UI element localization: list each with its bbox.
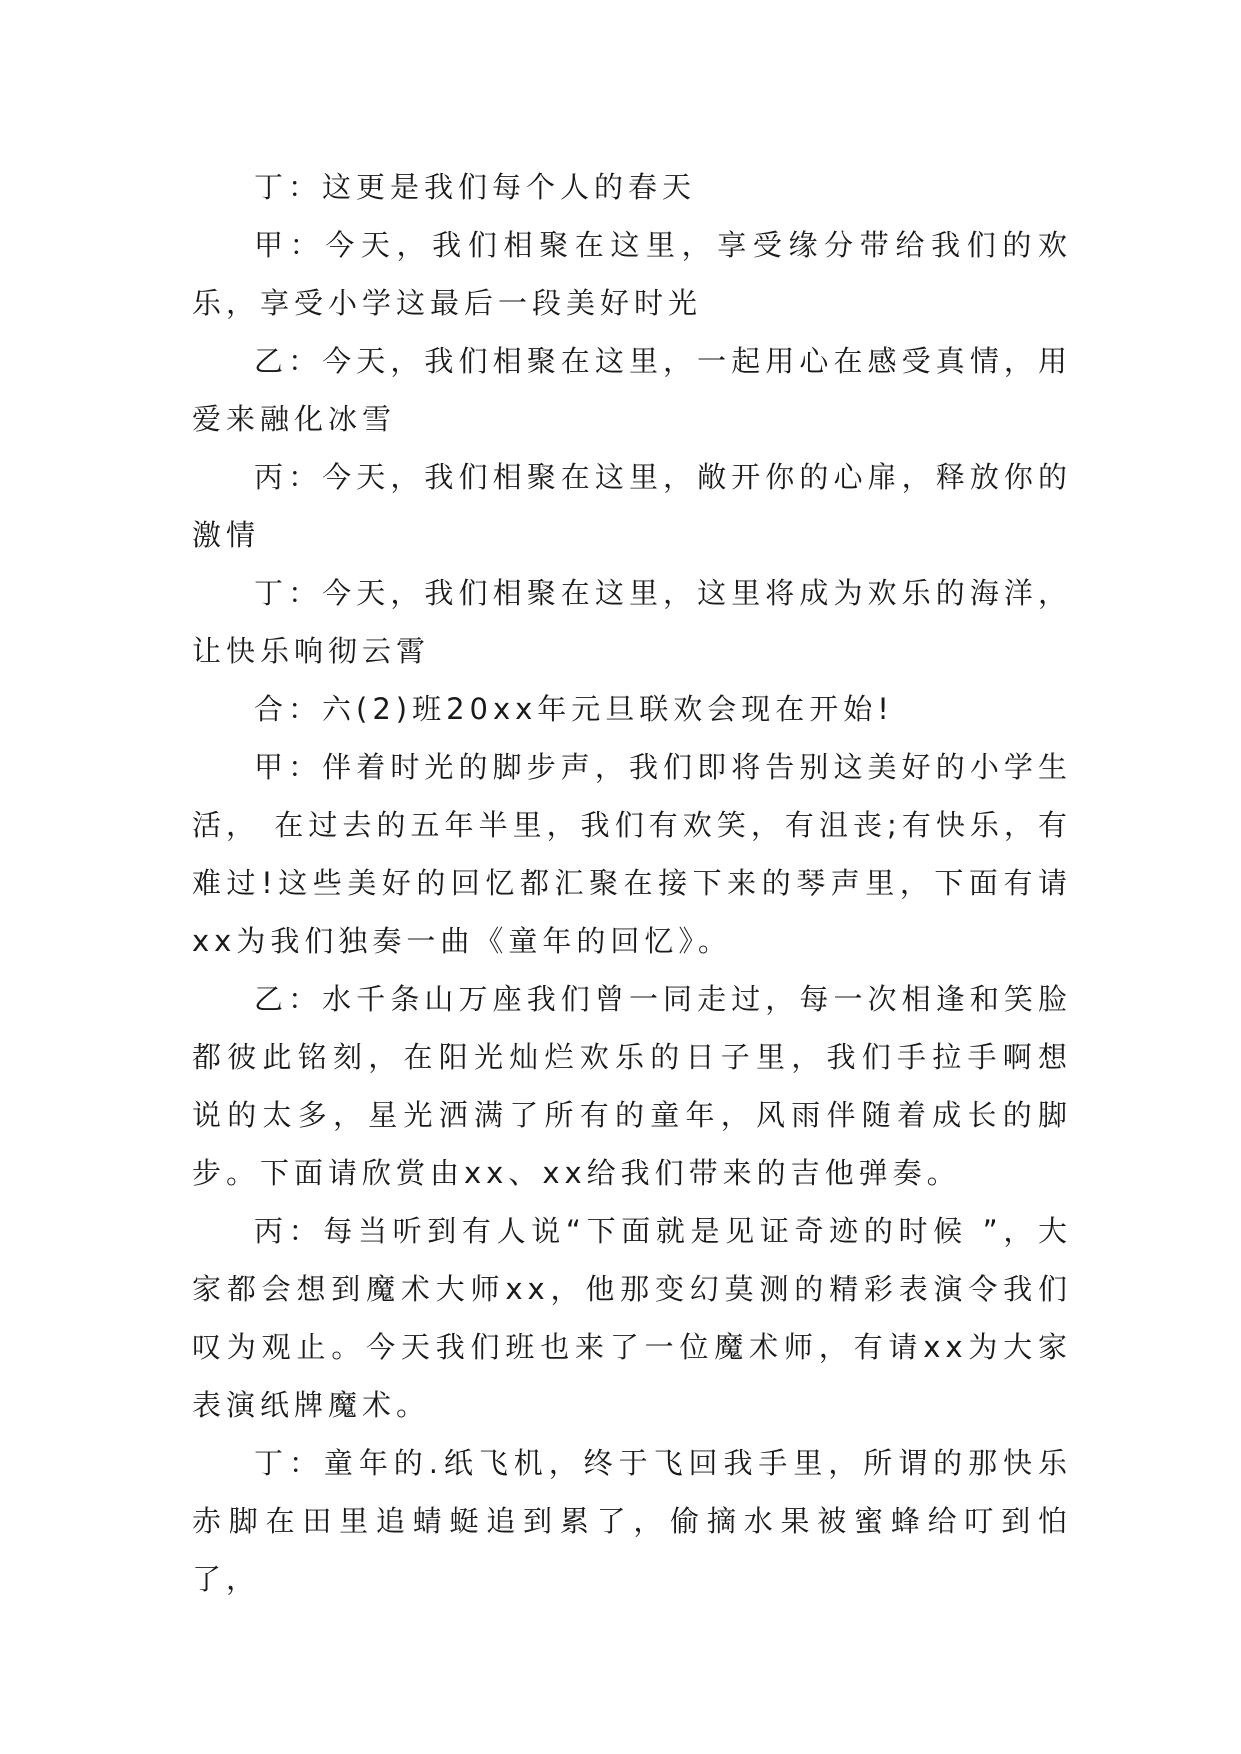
paragraph-yi-guitar: 乙：水千条山万座我们曾一同走过，每一次相逢和笑脸都彼此铭刻，在阳光灿烂欢乐的日子里，我们手拉手啊想说的太多，星光洒满了所有的童年，风雨伴随着成长的脚步。下面请欣赏由xx、xx给我们带来的吉他弹奏。 [192, 982, 1072, 1190]
paragraph-ding-childhood: 丁：童年的.纸飞机，终于飞回我手里，所谓的那快乐赤脚在田里追蜻蜓追到累了，偷摘水果被蜜蜂给叮到怕了， [192, 1446, 1072, 1596]
paragraph-ding-gathering: 丁：今天，我们相聚在这里，这里将成为欢乐的海洋，让快乐响彻云霄 [192, 576, 1072, 668]
paragraph-he-opening: 合：六(2)班20xx年元旦联欢会现在开始! [254, 692, 894, 726]
paragraph-jia-piano: 甲：伴着时光的脚步声，我们即将告别这美好的小学生活， 在过去的五年半里，我们有欢笑，有沮丧;有快乐，有难过!这些美好的回忆都汇聚在接下来的琴声里，下面有请xx为我们独奏一曲《童年的回忆》。 [192, 750, 1072, 958]
paragraph-jia-gathering: 甲：今天，我们相聚在这里，享受缘分带给我们的欢乐，享受小学这最后一段美好时光 [192, 228, 1072, 320]
paragraph-yi-gathering: 乙：今天，我们相聚在这里，一起用心在感受真情，用爱来融化冰雪 [192, 344, 1072, 436]
document-body [192, 158, 1072, 1608]
paragraph-bing-gathering: 丙：今天，我们相聚在这里，敞开你的心扉，释放你的激情 [192, 460, 1072, 552]
paragraph-ding-spring: 丁：这更是我们每个人的春天 [254, 170, 697, 204]
paragraph-bing-magic: 丙：每当听到有人说“下面就是见证奇迹的时候 ”，大家都会想到魔术大师xx，他那变幻莫测的精彩表演令我们叹为观止。今天我们班也来了一位魔术师，有请xx为大家表演纸牌魔术。 [192, 1214, 1072, 1422]
